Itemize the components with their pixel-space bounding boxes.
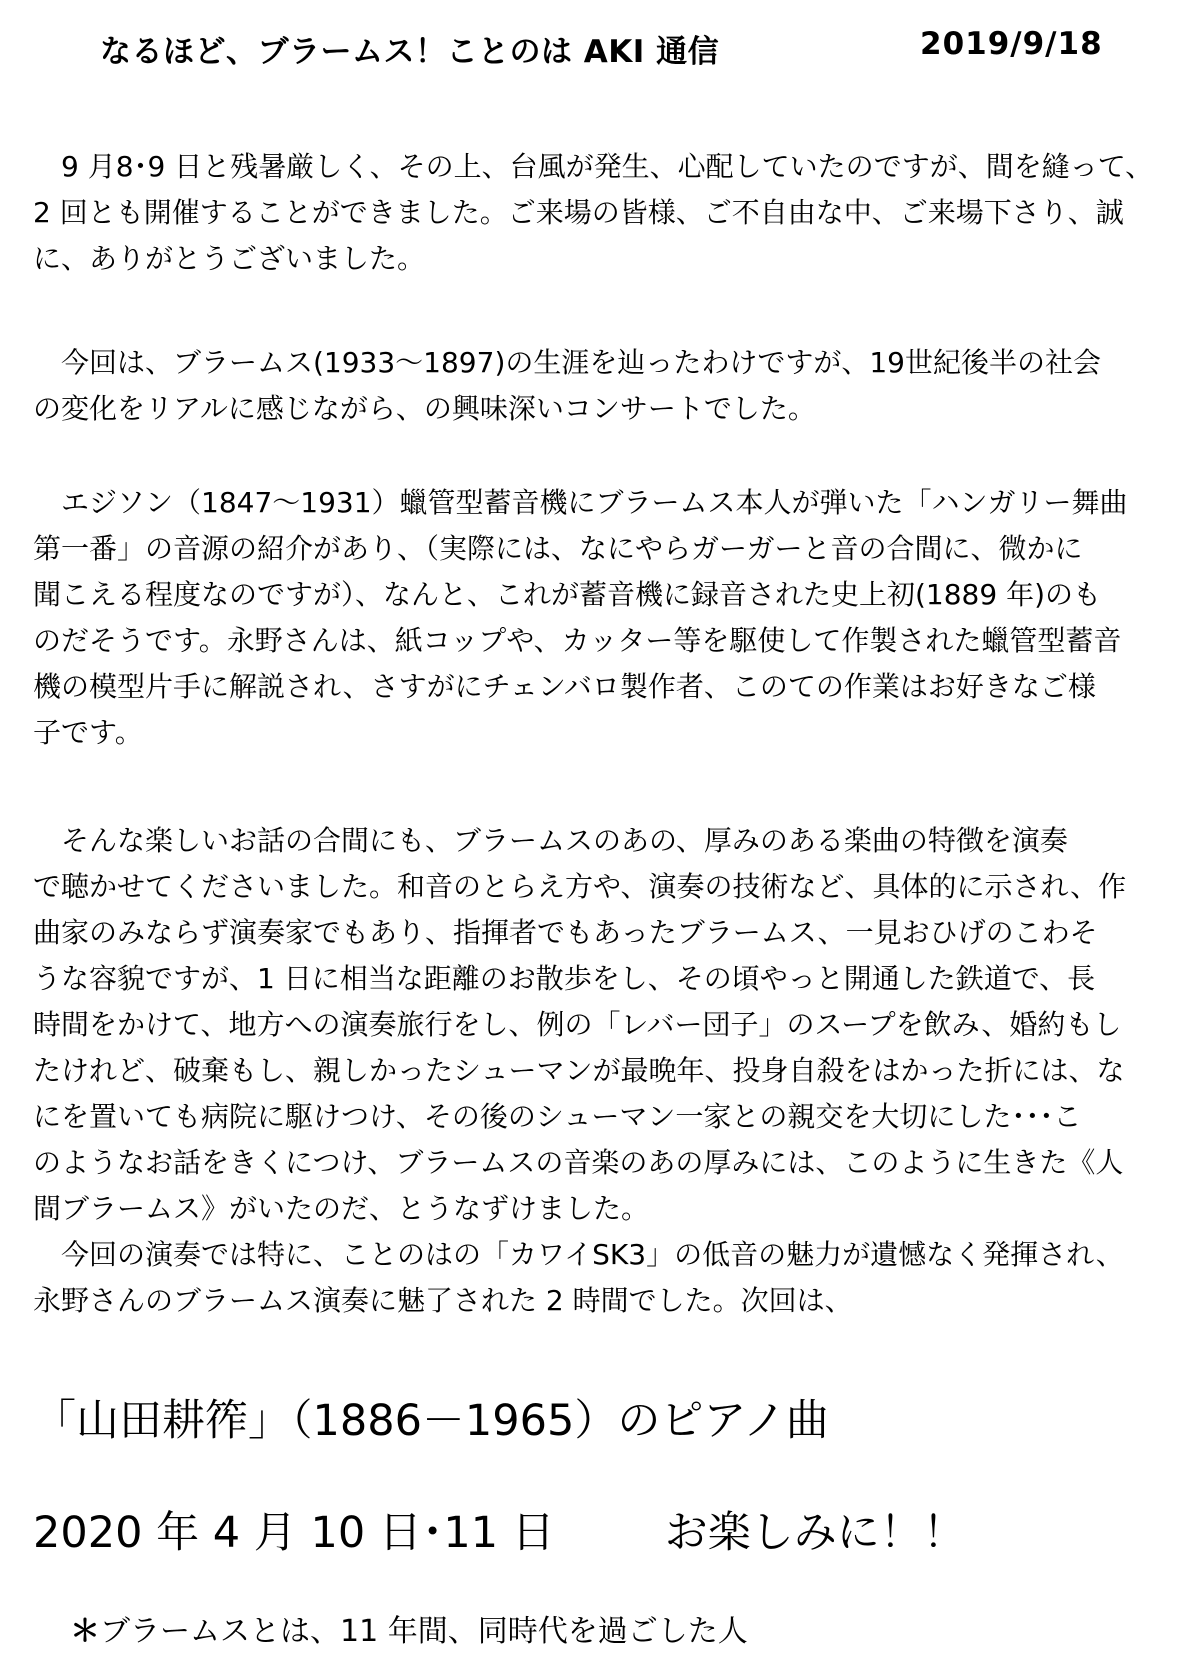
text-line: のようなお話をきくにつけ、ブラームスの音楽のあの厚みには、このように生きた《人	[33, 1146, 1124, 1179]
text-line: 今回の演奏では特に、ことのはの「カワイSK3」の低音の魅力が遺憾なく発揮され、	[33, 1238, 1124, 1271]
text-line: にを置いても病院に駆けつけ、その後のシューマン一家との親交を大切にした･･･こ	[33, 1100, 1082, 1133]
text-line: 曲家のみならず演奏家でもあり、指揮者でもあったブラームス、一見おひげのこわそ	[33, 916, 1098, 949]
paragraph-thanks	[33, 144, 1173, 282]
text-line: そんな楽しいお話の合間にも、ブラームスのあの、厚みのある楽曲の特徴を演奏	[33, 824, 1068, 857]
asterisk-mark: ＊	[70, 1614, 100, 1649]
paragraph-summary	[33, 340, 1173, 432]
next-concert-date: 2020 年 4 月 10 日･11 日	[33, 1508, 555, 1558]
text-line: エジソン（1847〜1931）蠟管型蓄音機にブラームス本人が弾いた「ハンガリー舞曲	[33, 486, 1128, 519]
text-line: 子です。	[33, 716, 143, 749]
text-line: のだそうです。永野さんは、紙コップや、カッター等を駆使して作製された蠟管型蓄音	[33, 624, 1122, 657]
paragraph-performance	[33, 818, 1173, 1324]
text-line: に、ありがとうございました。	[33, 242, 426, 275]
text-line: 聞こえる程度なのですが）、なんと、これが蓄音機に録音された史上初(1889 年)のも	[33, 578, 1102, 611]
text-line: の変化をリアルに感じながら、の興味深いコンサートでした。	[33, 392, 816, 425]
text-line: 永野さんのブラームス演奏に魅了された 2 時間でした。次回は、	[33, 1284, 853, 1317]
newsletter-date: 2019/9/18	[920, 26, 1103, 62]
text-line: 9 月8･9 日と残暑厳しく、その上、台風が発生、心配していたのですが、間を縫って、	[33, 150, 1154, 183]
text-line: 第一番」の音源の紹介があり、（実際には、なにやらガーガーと音の合間に、微かに	[33, 532, 1083, 565]
page-header	[0, 26, 1200, 76]
footnote	[70, 1612, 748, 1652]
text-line: 間ブラームス》がいたのだ、とうなずけました。	[33, 1192, 650, 1225]
text-line: うな容貌ですが、1 日に相当な距離のお散歩をし、その頃やっと開通した鉄道で、長	[33, 962, 1096, 995]
text-line: で聴かせてくださいました。和音のとらえ方や、演奏の技術など、具体的に示され、作	[33, 870, 1127, 903]
text-line: 時間をかけて、地方への演奏旅行をし、例の「レバー団子」のスープを飲み、婚約もし	[33, 1008, 1122, 1041]
paragraph-edison	[33, 480, 1173, 756]
next-concert-title: 「山田耕筰」（1886－1965）のピアノ曲	[33, 1396, 829, 1446]
text-line: 機の模型片手に解説され、さすがにチェンバロ製作者、このての作業はお好きなご様	[33, 670, 1096, 703]
next-concert-message: お楽しみに！！	[664, 1508, 966, 1558]
text-line: たけれど、破棄もし、親しかったシューマンが最晩年、投身自殺をはかった折には、な	[33, 1054, 1125, 1087]
newsletter-title: なるほど、ブラームス！ことのは AKI 通信	[100, 34, 720, 70]
text-line: 今回は、ブラームス(1933〜1897)の生涯を辿ったわけですが、19世紀後半の社会	[33, 346, 1101, 379]
footnote-text: ブラームスとは、11 年間、同時代を過ごした人	[100, 1614, 748, 1649]
text-line: 2 回とも開催することができました。ご来場の皆様、ご不自由な中、ご来場下さり、誠	[33, 196, 1124, 229]
next-concert-schedule	[33, 1505, 966, 1561]
